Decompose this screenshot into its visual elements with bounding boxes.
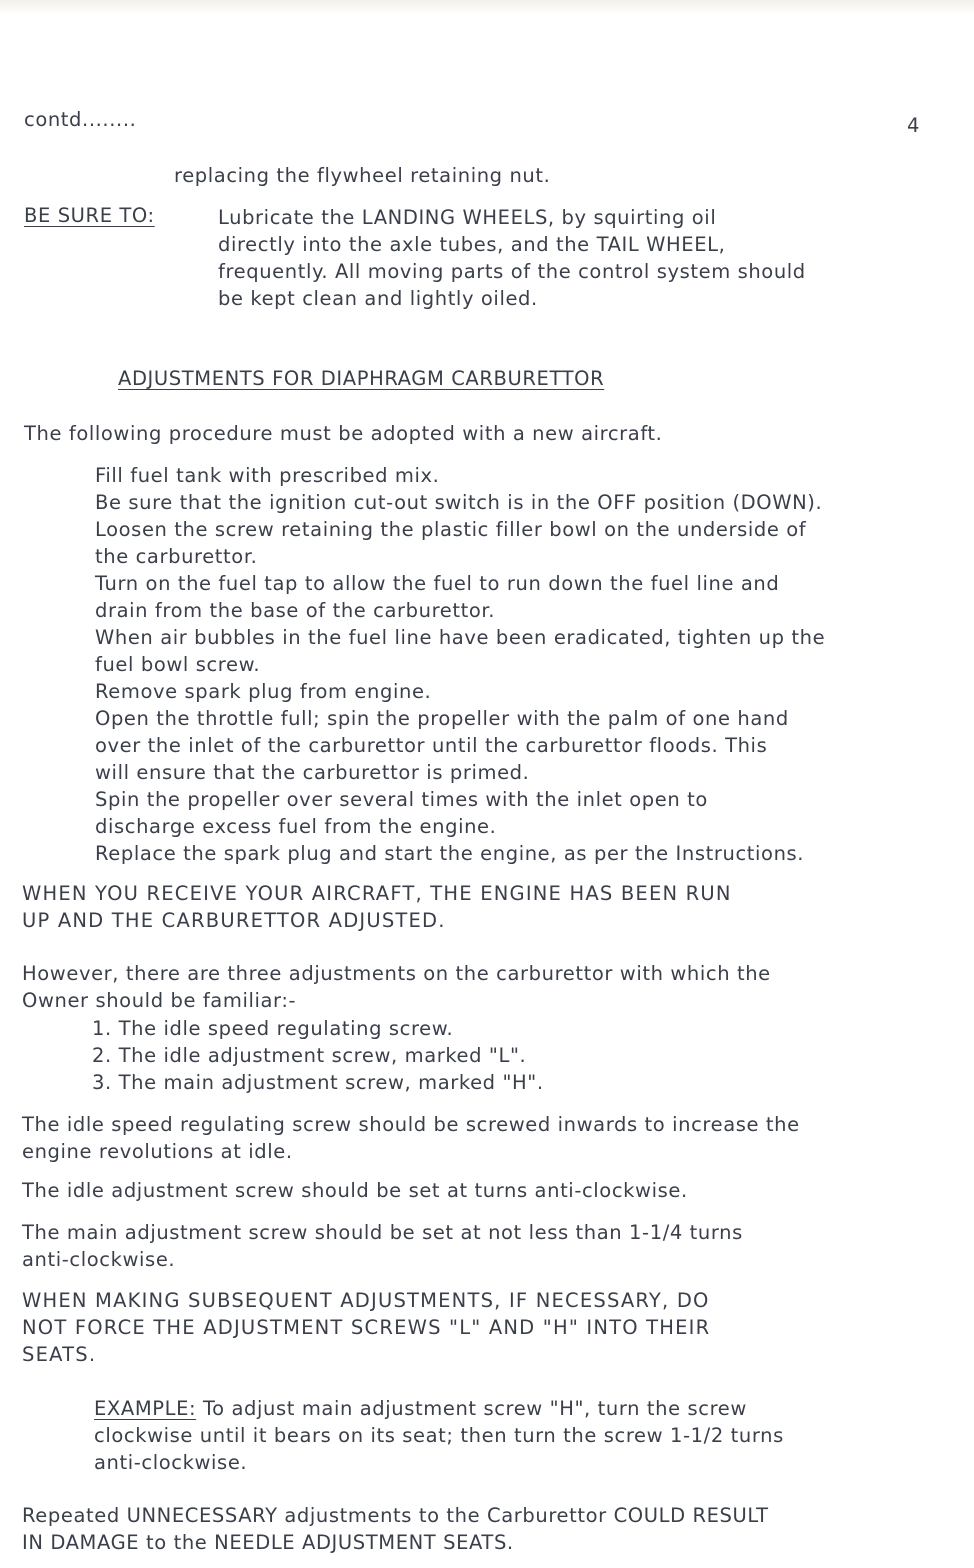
example-label: EXAMPLE:: [94, 1397, 197, 1420]
warning-line: IN DAMAGE to the NEEDLE ADJUSTMENT SEATS.: [22, 1531, 514, 1554]
list-item: 1. The idle speed regulating screw.: [92, 1017, 454, 1040]
be-sure-label: BE SURE TO:: [24, 204, 155, 227]
example-first-line: [94, 1395, 784, 1422]
be-sure-line: directly into the axle tubes, and the TAIL WHEEL,: [218, 233, 726, 256]
be-sure-line: frequently. All moving parts of the control system should: [218, 260, 806, 283]
notice-line: SEATS.: [22, 1343, 97, 1366]
page-number: 4: [907, 114, 921, 137]
procedure-line: Replace the spark plug and start the engine, as per the Instructions.: [95, 842, 805, 865]
notice-line: NOT FORCE THE ADJUSTMENT SCREWS "L" AND "H" INTO THEIR: [22, 1316, 711, 1339]
para-line: Owner should be familiar:-: [22, 989, 297, 1012]
intro-line: replacing the flywheel retaining nut.: [174, 164, 551, 187]
para-line: The main adjustment screw should be set at not less than 1-1/4 turns: [22, 1221, 743, 1244]
procedure-line: Be sure that the ignition cut-out switch is in the OFF position (DOWN).: [95, 491, 823, 514]
notice-line: WHEN YOU RECEIVE YOUR AIRCRAFT, THE ENGINE HAS BEEN RUN: [22, 882, 732, 905]
procedure-line: the carburettor.: [95, 545, 258, 568]
scan-edge: [0, 0, 974, 14]
be-sure-text: [218, 204, 806, 312]
procedure-line: will ensure that the carburettor is primed.: [95, 761, 530, 784]
example-line: clockwise until it bears on its seat; then turn the screw 1-1/2 turns: [94, 1424, 784, 1447]
para-line: The idle speed regulating screw should be screwed inwards to increase the: [22, 1113, 800, 1136]
section-heading: ADJUSTMENTS FOR DIAPHRAGM CARBURETTOR: [118, 367, 605, 390]
procedure-line: Loosen the screw retaining the plastic filler bowl on the underside of: [95, 518, 807, 541]
list-item: 2. The idle adjustment screw, marked "L".: [92, 1044, 527, 1067]
procedure-line: drain from the base of the carburettor.: [95, 599, 496, 622]
procedure-line: When air bubbles in the fuel line have been eradicated, tighten up the: [95, 626, 826, 649]
contd-label: contd........: [24, 108, 137, 131]
idle-speed-para: [22, 1111, 800, 1165]
procedure-line: Fill fuel tank with prescribed mix.: [95, 464, 440, 487]
notice-line: WHEN MAKING SUBSEQUENT ADJUSTMENTS, IF NECESSARY, DO: [22, 1289, 710, 1312]
procedure-line: Open the throttle full; spin the propeller with the palm of one hand: [95, 707, 789, 730]
closing-warning: [22, 1502, 769, 1556]
procedure-line: Remove spark plug from engine.: [95, 680, 432, 703]
main-adjust-para: [22, 1219, 743, 1273]
notice-line: UP AND THE CARBURETTOR ADJUSTED.: [22, 909, 446, 932]
para-line: However, there are three adjustments on the carburettor with which the: [22, 962, 771, 985]
when-making-notice: [22, 1287, 710, 1368]
para-line: anti-clockwise.: [22, 1248, 176, 1271]
when-receive-notice: [22, 880, 732, 934]
adjustments-list: [92, 1015, 544, 1096]
warning-line: Repeated UNNECESSARY adjustments to the Carburettor COULD RESULT: [22, 1504, 769, 1527]
example-block: [94, 1395, 784, 1476]
be-sure-line: be kept clean and lightly oiled.: [218, 287, 538, 310]
procedure-line: fuel bowl screw.: [95, 653, 261, 676]
example-text: To adjust main adjustment screw "H", turn the screw: [202, 1397, 747, 1420]
list-item: 3. The main adjustment screw, marked "H".: [92, 1071, 544, 1094]
procedure-line: over the inlet of the carburettor until the carburettor floods. This: [95, 734, 768, 757]
procedure-line: Spin the propeller over several times with the inlet open to: [95, 788, 708, 811]
however-para: [22, 960, 771, 1014]
para-line: engine revolutions at idle.: [22, 1140, 293, 1163]
procedure-steps: [95, 462, 825, 867]
be-sure-line: Lubricate the LANDING WHEELS, by squirting oil: [218, 206, 717, 229]
procedure-intro: The following procedure must be adopted with a new aircraft.: [24, 422, 663, 445]
procedure-line: Turn on the fuel tap to allow the fuel to run down the fuel line and: [95, 572, 780, 595]
example-line: anti-clockwise.: [94, 1451, 248, 1474]
idle-adjust-para: The idle adjustment screw should be set at turns anti-clockwise.: [22, 1179, 688, 1202]
procedure-line: discharge excess fuel from the engine.: [95, 815, 497, 838]
